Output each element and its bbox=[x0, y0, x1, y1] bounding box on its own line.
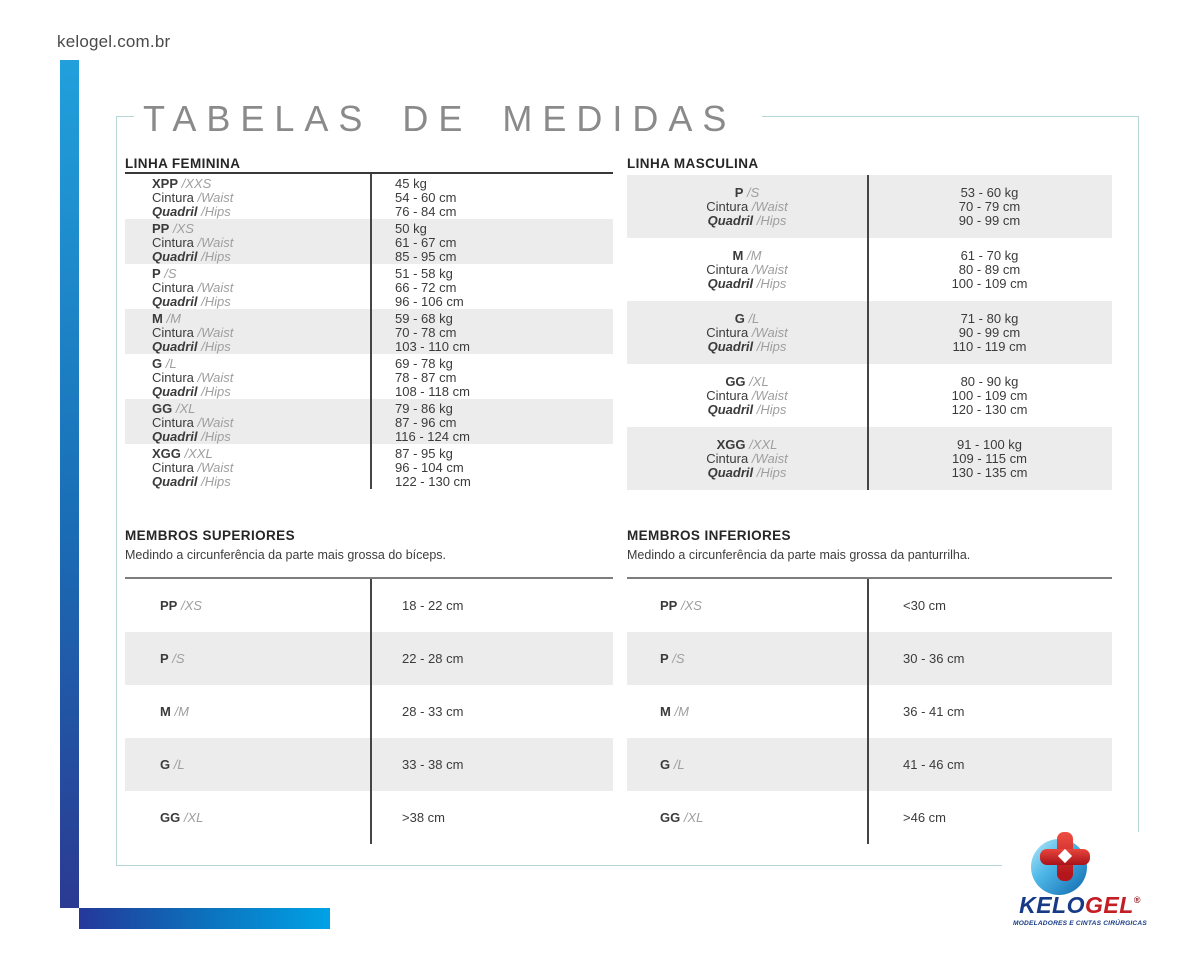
size-cell: XGG /XXL Cintura /Waist Quadril /Hips bbox=[152, 446, 234, 489]
size-cell: M /M Cintura /Waist Quadril /Hips bbox=[706, 247, 788, 291]
table-title: LINHA FEMININA bbox=[125, 156, 241, 171]
value-cell: >38 cm bbox=[402, 810, 445, 825]
values-cell: 59 - 68 kg 70 - 78 cm 103 - 110 cm bbox=[395, 311, 470, 354]
values-cell: 87 - 95 kg 96 - 104 cm 122 - 130 cm bbox=[395, 446, 471, 489]
brand-name-part2: GEL bbox=[1084, 892, 1134, 918]
values-cell: 50 kg 61 - 67 cm 85 - 95 cm bbox=[395, 221, 457, 264]
table-subtitle: Medindo a circunferência da parte mais grossa do bíceps. bbox=[125, 548, 447, 562]
size-cell: XGG /XXL Cintura /Waist Quadril /Hips bbox=[706, 436, 788, 480]
table-body bbox=[627, 175, 1112, 490]
brand-name bbox=[1002, 892, 1158, 919]
size-row-gg bbox=[627, 364, 1112, 427]
size-cell: XPP /XXS Cintura /Waist Quadril /Hips bbox=[152, 176, 234, 219]
size-row-g bbox=[125, 354, 613, 399]
size-cell: M /M bbox=[160, 703, 189, 719]
table-body bbox=[125, 172, 613, 489]
values-cell: 45 kg 54 - 60 cm 76 - 84 cm bbox=[395, 176, 457, 219]
size-cell: P /S bbox=[160, 650, 185, 666]
table-title: LINHA MASCULINA bbox=[627, 156, 759, 171]
size-row-pp bbox=[125, 579, 613, 632]
left-accent-bar bbox=[60, 60, 79, 908]
table-subtitle: Medindo a circunferência da parte mais grossa da panturrilha. bbox=[627, 548, 971, 562]
table-title: MEMBROS INFERIORES bbox=[627, 528, 791, 543]
size-row-pp bbox=[627, 579, 1112, 632]
size-row-g bbox=[627, 301, 1112, 364]
size-row-xgg bbox=[125, 444, 613, 489]
value-cell: 41 - 46 cm bbox=[903, 757, 965, 772]
size-row-pp bbox=[125, 219, 613, 264]
size-cell: G /L bbox=[660, 756, 685, 772]
values-cell: 53 - 60 kg 70 - 79 cm 90 - 99 cm bbox=[958, 184, 1021, 228]
size-cell: GG /XL Cintura /Waist Quadril /Hips bbox=[706, 373, 788, 417]
site-url: kelogel.com.br bbox=[57, 32, 171, 51]
size-cell: M /M bbox=[660, 703, 689, 719]
value-cell: <30 cm bbox=[903, 598, 946, 613]
table-membros-superiores bbox=[125, 528, 613, 825]
value-cell: >46 cm bbox=[903, 810, 946, 825]
values-cell: 51 - 58 kg 66 - 72 cm 96 - 106 cm bbox=[395, 266, 464, 309]
values-cell: 71 - 80 kg 90 - 99 cm 110 - 119 cm bbox=[952, 310, 1027, 354]
value-cell: 30 - 36 cm bbox=[903, 651, 965, 666]
column-divider bbox=[370, 174, 372, 489]
column-divider bbox=[867, 175, 869, 490]
value-cell: 18 - 22 cm bbox=[402, 598, 464, 613]
brand-name-part1: KELO bbox=[1019, 892, 1085, 918]
value-cell: 36 - 41 cm bbox=[903, 704, 965, 719]
size-row-m bbox=[627, 238, 1112, 301]
size-cell: PP /XS Cintura /Waist Quadril /Hips bbox=[152, 221, 234, 264]
size-row-gg bbox=[125, 399, 613, 444]
value-cell: 22 - 28 cm bbox=[402, 651, 464, 666]
size-cell: GG /XL bbox=[160, 809, 204, 825]
size-cell: GG /XL Cintura /Waist Quadril /Hips bbox=[152, 401, 234, 444]
column-divider bbox=[867, 579, 869, 844]
size-row-gg bbox=[125, 791, 613, 844]
table-body bbox=[627, 577, 1112, 844]
size-row-p bbox=[125, 632, 613, 685]
size-row-g bbox=[627, 738, 1112, 791]
size-cell: M /M Cintura /Waist Quadril /Hips bbox=[152, 311, 234, 354]
size-cell: P /S Cintura /Waist Quadril /Hips bbox=[706, 184, 788, 228]
column-divider bbox=[370, 579, 372, 844]
size-cell: P /S bbox=[660, 650, 685, 666]
registered-mark: ® bbox=[1133, 895, 1141, 905]
bottom-accent-bar bbox=[79, 908, 330, 929]
values-cell: 79 - 86 kg 87 - 96 cm 116 - 124 cm bbox=[395, 401, 470, 444]
size-cell: P /S Cintura /Waist Quadril /Hips bbox=[152, 266, 234, 309]
value-cell: 28 - 33 cm bbox=[402, 704, 464, 719]
table-linha-feminina bbox=[125, 156, 613, 489]
table-membros-inferiores bbox=[627, 528, 1112, 825]
values-cell: 91 - 100 kg 109 - 115 cm 130 - 135 cm bbox=[951, 436, 1028, 480]
page-title: TABELAS DE MEDIDAS bbox=[134, 94, 762, 146]
size-cell: PP /XS bbox=[660, 597, 702, 613]
size-cell: GG /XL bbox=[660, 809, 704, 825]
table-title: MEMBROS SUPERIORES bbox=[125, 528, 295, 543]
size-row-xpp bbox=[125, 174, 613, 219]
kelogel-logo bbox=[1002, 832, 1158, 934]
values-cell: 61 - 70 kg 80 - 89 cm 100 - 109 cm bbox=[951, 247, 1028, 291]
size-row-p bbox=[627, 632, 1112, 685]
size-row-p bbox=[627, 175, 1112, 238]
table-linha-masculina bbox=[627, 156, 1112, 480]
brand-tagline: MODELADORES E CINTAS CIRÚRGICAS bbox=[1013, 920, 1147, 927]
values-cell: 80 - 90 kg 100 - 109 cm 120 - 130 cm bbox=[951, 373, 1028, 417]
size-cell: G /L Cintura /Waist Quadril /Hips bbox=[706, 310, 788, 354]
size-row-m bbox=[627, 685, 1112, 738]
size-cell: PP /XS bbox=[160, 597, 202, 613]
table-body bbox=[125, 577, 613, 844]
size-row-m bbox=[125, 309, 613, 354]
size-cell: G /L bbox=[160, 756, 185, 772]
size-row-m bbox=[125, 685, 613, 738]
value-cell: 33 - 38 cm bbox=[402, 757, 464, 772]
size-row-g bbox=[125, 738, 613, 791]
size-cell: G /L Cintura /Waist Quadril /Hips bbox=[152, 356, 234, 399]
size-row-p bbox=[125, 264, 613, 309]
values-cell: 69 - 78 kg 78 - 87 cm 108 - 118 cm bbox=[395, 356, 470, 399]
size-row-xgg bbox=[627, 427, 1112, 490]
